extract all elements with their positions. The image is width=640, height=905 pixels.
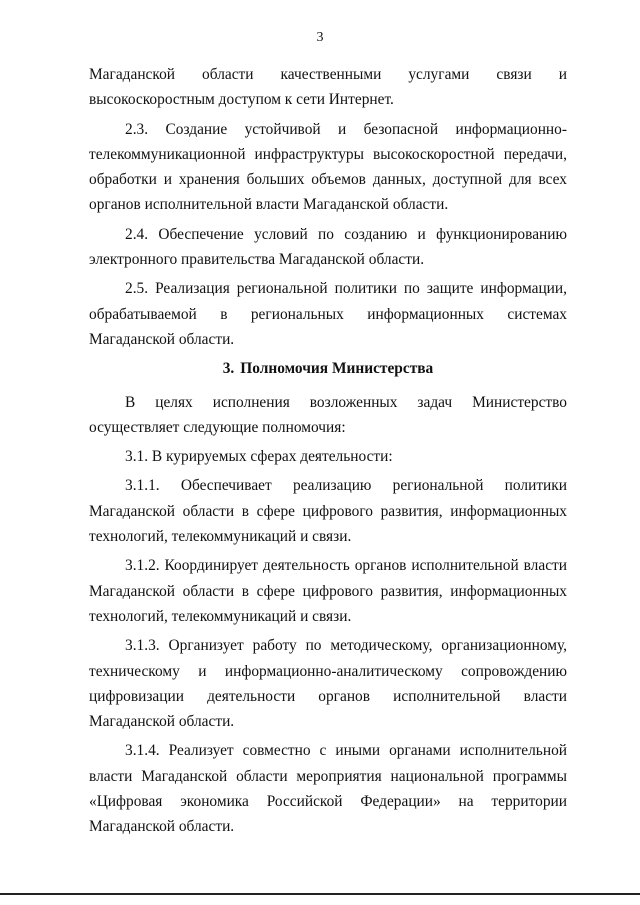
page-number: 3 <box>316 30 324 45</box>
paragraph-3-1-4: 3.1.4. Реализует совместно с иными органами исполнительной власти Магаданской области мероприятия национальной программы «Цифровая экономика Российской Федерации» на территории Магаданской области. <box>89 742 567 836</box>
section-heading <box>89 356 567 381</box>
paragraph-2-5: 2.5. Реализация региональной политики по защите информации, обрабатываемой в региональных информационных системах Магаданской области. <box>89 280 567 348</box>
bottom-edge-line <box>0 893 640 895</box>
paragraph-2-4: 2.4. Обеспечение условий по созданию и функционированию электронного правительства Магаданской области. <box>89 225 567 269</box>
paragraph-2-3: 2.3. Создание устойчивой и безопасной информационно-телекоммуникационной инфраструктуры высокоскоростной передачи, обработки и хранения больших объемов данных, доступной для всех органов исполнительной власти Магаданской области. <box>89 120 567 214</box>
paragraph-3-1: 3.1. В курируемых сферах деятельности: <box>125 448 393 466</box>
section-number: 3. <box>222 360 235 378</box>
paragraph-3-1-2: 3.1.2. Координирует деятельность органов исполнительной власти Магаданской области в сфере цифрового развития, информационных технологий, телекоммуникаций и связи. <box>89 557 567 625</box>
paragraph-continuation: Магаданской области качественными услугами связи и высокоскоростным доступом к сети Интернет. <box>89 66 567 109</box>
paragraph-3-1-1: 3.1.1. Обеспечивает реализацию региональной политики Магаданской области в сфере цифрового развития, информационных технологий, телекоммуникаций и связи. <box>89 477 567 546</box>
paragraph-3-1-3: 3.1.3. Организует работу по методическому, организационному, техническому и информационно-аналитическому сопровождению цифровизации деятельности органов исполнительной власти Магаданской области. <box>89 637 567 731</box>
section-title: Полномочия Министерства <box>240 360 434 378</box>
paragraph-section-intro: В целях исполнения возложенных задач Министерство осуществляет следующие полномочия: <box>89 393 567 436</box>
document-body <box>89 62 567 844</box>
